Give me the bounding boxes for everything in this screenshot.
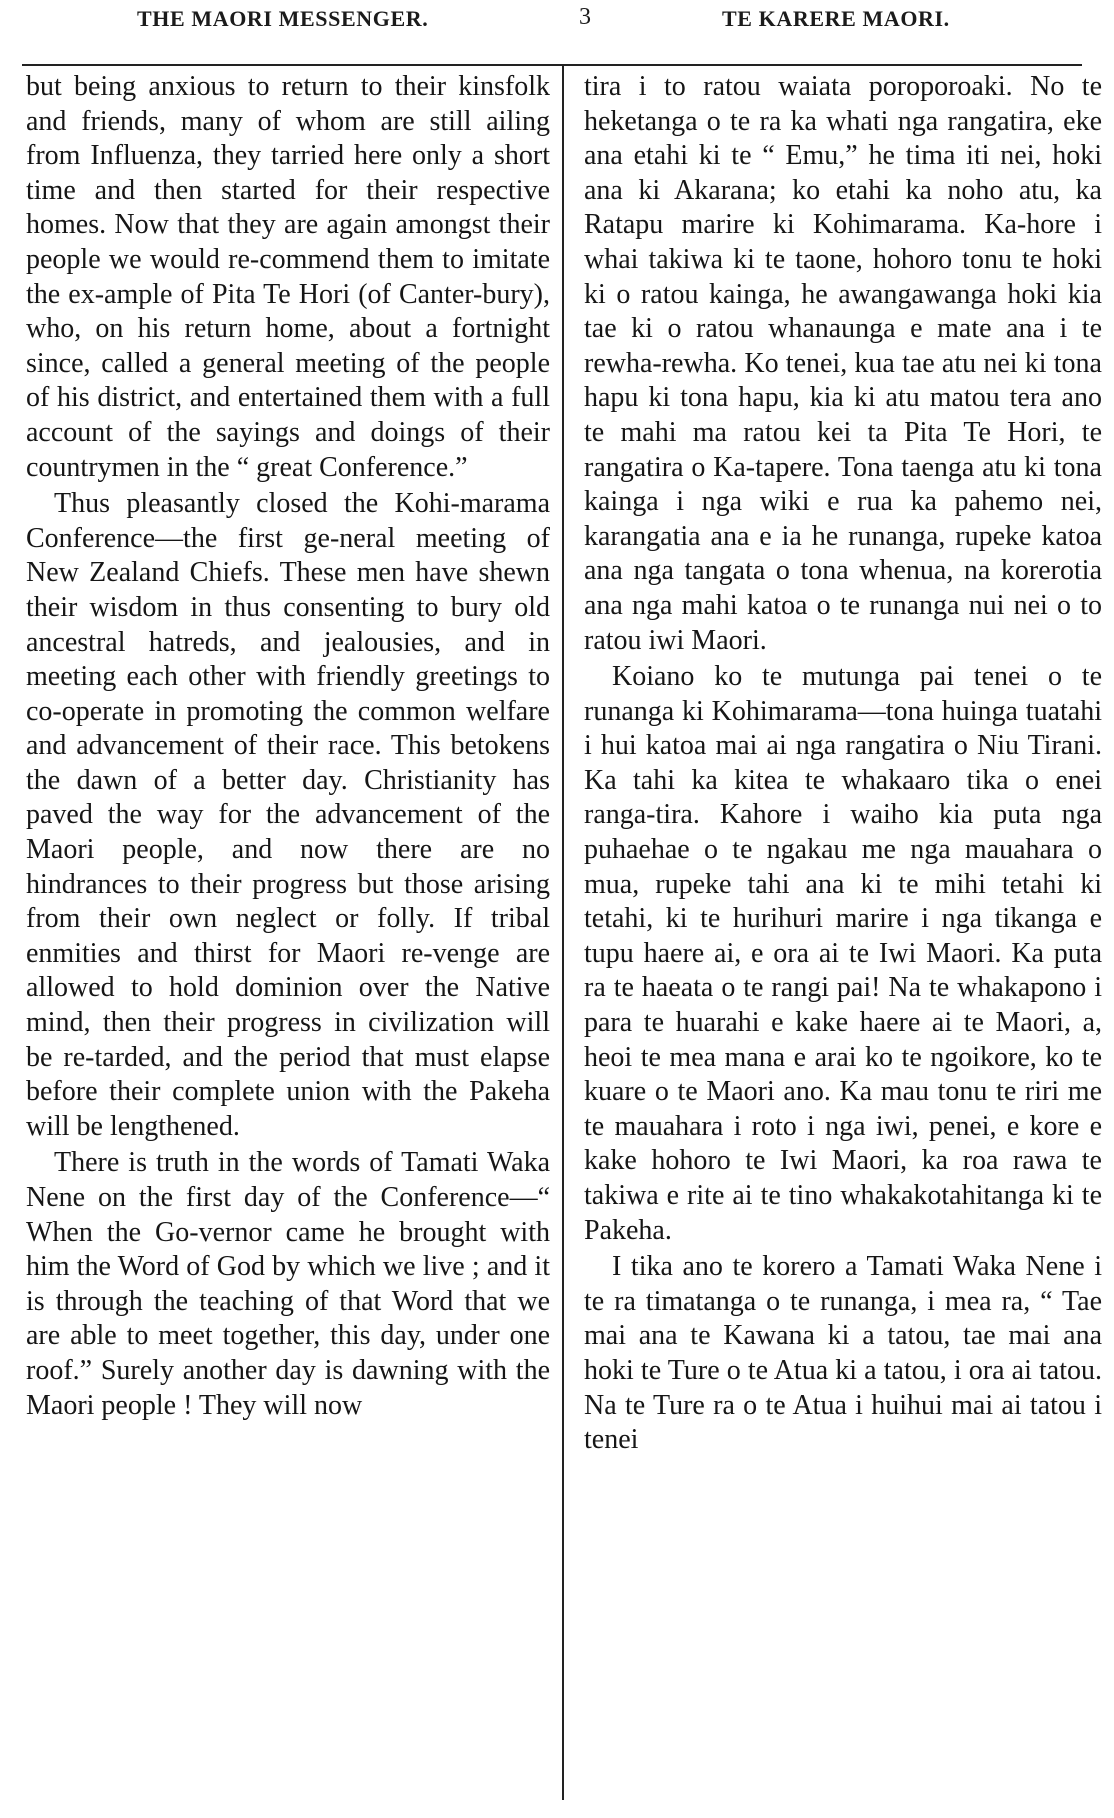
maori-masthead: TE KARERE MAORI. (722, 6, 950, 31)
column-divider (562, 64, 564, 1800)
page-header (22, 0, 1082, 44)
english-paragraph-2: Thus pleasantly closed the Kohi-marama Conference—the first ge-neral meeting of New Zealand Chiefs. These men have shewn their wisdom in thus consenting to bury old ancestral hatreds, and jealousies, and in meeting each other with friendly greetings to co-operate in promoting the common welfare and advancement of their race. This betokens the dawn of a better day. Christianity has paved the way for the advancement of the Maori people, and now there are no hindrances to their progress but those arising from their own neglect or folly. If tribal enmities and thirst for Maori re-venge are allowed to hold dominion over the Native mind, then their progress in civilization will be re-tarded, and the period that must elapse before their complete union with the Pakeha will be lengthened. (26, 488, 550, 1142)
header-rule (22, 64, 1082, 66)
maori-paragraph-2: Koiano ko te mutunga pai tenei o te runanga ki Kohimarama—tona huinga tuatahi i hui katoa mai ai nga rangatira o Niu Tirani. Ka tahi ka kitea te whakaaro tika o enei ranga-tira. Kahore i waiho kia puta nga puhaehae o te ngakau me nga mauahara o mua, rupeke tahi ana ki te mihi tetahi ki tetahi, ki te hurihuri marire i nga tikanga e tupu haere ai, e ora ai te Iwi Maori. Ka puta ra te haeata o te rangi pai! Na te whakapono i para te huarahi e kake haere ai te Maori, a, heoi te mea mana e arai ko te ngoikore, ko te kuare o te Maori ano. Ka mau tonu te riri me te mauahara i roto i nga iwi, penei, e kore e kake hohoro te Iwi Maori, ka roa rawa te takiwa e rite ai te tino whakakotahitanga ki te Pakeha. (584, 661, 1102, 1246)
page-number: 3 (579, 4, 592, 30)
english-masthead: THE MAORI MESSENGER. (137, 6, 429, 31)
maori-column (578, 70, 1102, 1800)
english-column (22, 70, 550, 1800)
maori-paragraph-3: I tika ano te korero a Tamati Waka Nene i te ra timatanga o te runanga, i mea ra, “ Tae mai ana te Kawana ki a tatou, tae mai ana hoki te Ture o te Atua ki a tatou, i ora ai tatou. Na te Ture ra o te Atua i huihui mai ai tatou i tenei (584, 1251, 1102, 1456)
article-columns (22, 50, 1102, 1800)
maori-paragraph-1: tira i to ratou waiata poroporoaki. No te heketanga o te ra ka whati nga rangatira, eke ana etahi ki te “ Emu,” he tima iti nei, hoki ana ki Akarana; ko etahi ka noho atu, ka Ratapu marire ki Kohimarama. Ka-hore i whai takiwa ki te taone, hohoro tonu te hoki ki o ratou kainga, he awangawanga hoki kia tae ki o ratou whanaunga e mate ana i te rewha-rewha. Ko tenei, kua tae atu nei ki tona hapu ki tona hapu, kia ki atu matou tera ano te mahi ma ratou kei ta Pita Te Hori, te rangatira o Ka-tapere. Tona taenga atu ki tona kainga i nga wiki e rua ka pahemo nei, karangatia ana e ia he runanga, rupeke katoa ana nga tangata o tona whenua, na korerotia ana nga mahi katoa o te runanga nui nei o to ratou iwi Maori. (584, 71, 1102, 656)
english-paragraph-3: There is truth in the words of Tamati Waka Nene on the first day of the Conference—“ When the Go-vernor came he brought with him the Word of God by which we live ; and it is through the teaching of that Word that we are able to meet together, this day, under one roof.” Surely another day is dawning with the Maori people ! They will now (26, 1147, 550, 1421)
english-paragraph-1: but being anxious to return to their kinsfolk and friends, many of whom are still ailing from Influenza, they tarried here only a short time and then started for their respective homes. Now that they are again amongst their people we would re-commend them to imitate the ex-ample of Pita Te Hori (of Canter-bury), who, on his return home, about a fortnight since, called a general meeting of the people of his district, and entertained them with a full account of the sayings and doings of their countrymen in the “ great Conference.” (26, 71, 550, 483)
